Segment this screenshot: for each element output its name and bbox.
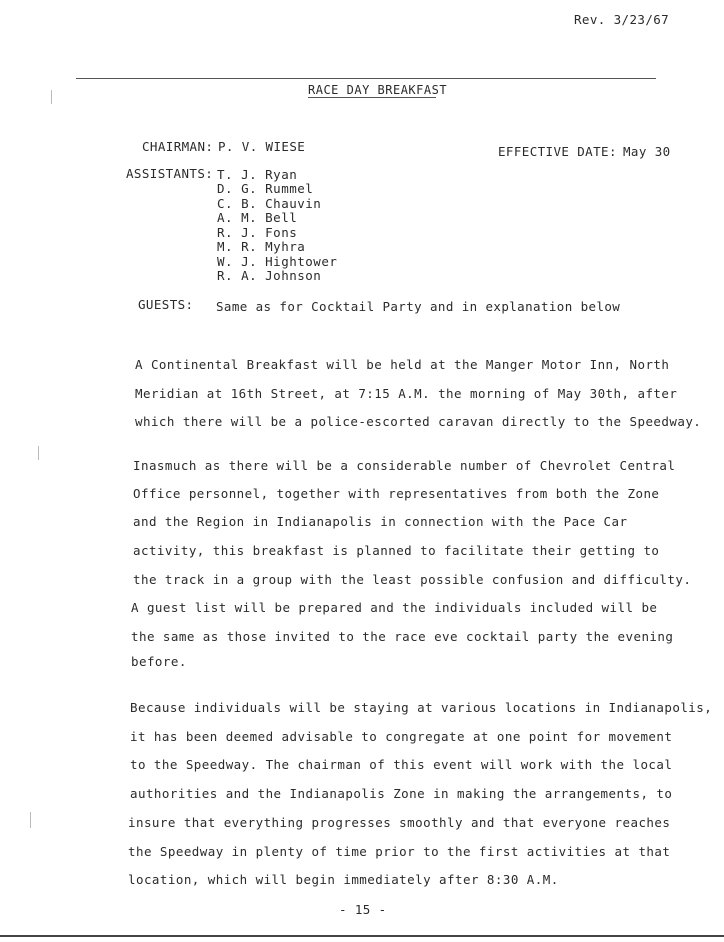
assistant-name: R. J. Fons bbox=[217, 225, 298, 240]
paragraph-line: A guest list will be prepared and the individuals included will be bbox=[131, 600, 658, 615]
assistant-name: D. G. Rummel bbox=[217, 181, 314, 196]
paragraph-line: Office personnel, together with representatives from both the Zone bbox=[133, 486, 660, 501]
scan-mark bbox=[30, 812, 31, 828]
guests-text: Same as for Cocktail Party and in explanation below bbox=[216, 299, 621, 314]
document-title: RACE DAY BREAKFAST bbox=[308, 83, 448, 97]
paragraph-line: authorities and the Indianapolis Zone in making the arrangements, to bbox=[130, 786, 673, 801]
paragraph-line: Meridian at 16th Street, at 7:15 A.M. the morning of May 30th, after bbox=[135, 386, 678, 401]
page-number: - 15 - bbox=[339, 902, 387, 917]
paragraph-line: A Continental Breakfast will be held at the Manger Motor Inn, North bbox=[135, 357, 670, 372]
bottom-rule bbox=[0, 935, 724, 937]
paragraph-line: before. bbox=[131, 654, 187, 669]
assistants-label: ASSISTANTS: bbox=[126, 166, 214, 181]
assistant-name: C. B. Chauvin bbox=[217, 196, 322, 211]
paragraph-line: the track in a group with the least possible confusion and difficulty. bbox=[133, 572, 692, 587]
guests-label: GUESTS: bbox=[138, 297, 194, 312]
paragraph-line: and the Region in Indianapolis in connection with the Pace Car bbox=[133, 514, 628, 529]
top-rule bbox=[76, 78, 656, 79]
paragraph-line: which there will be a police-escorted caravan directly to the Speedway. bbox=[135, 414, 702, 429]
paragraph-line: location, which will begin immediately after 8:30 A.M. bbox=[128, 872, 559, 887]
paragraph-line: the same as those invited to the race eve cocktail party the evening bbox=[131, 629, 674, 644]
assistant-name: A. M. Bell bbox=[217, 210, 298, 225]
assistant-name: W. J. Hightower bbox=[217, 254, 338, 269]
paragraph-line: to the Speedway. The chairman of this event will work with the local bbox=[130, 757, 673, 772]
paragraph-line: Because individuals will be staying at various locations in Indianapolis, bbox=[130, 700, 713, 715]
paragraph-line: Inasmuch as there will be a considerable number of Chevrolet Central bbox=[133, 458, 676, 473]
paragraph-line: the Speedway in plenty of time prior to the first activities at that bbox=[128, 844, 671, 859]
assistant-name: M. R. Myhra bbox=[217, 239, 306, 254]
effective-date-label: EFFECTIVE DATE: bbox=[498, 144, 617, 159]
assistant-name: T. J. Ryan bbox=[217, 167, 298, 182]
effective-date-value: May 30 bbox=[623, 144, 671, 159]
scan-mark bbox=[51, 90, 52, 104]
chairman-label: CHAIRMAN: bbox=[142, 139, 214, 154]
paragraph-line: activity, this breakfast is planned to facilitate their getting to bbox=[133, 543, 660, 558]
paragraph-line: it has been deemed advisable to congregate at one point for movement bbox=[130, 729, 673, 744]
chairman-name: P. V. WIESE bbox=[218, 139, 306, 154]
revision-date: Rev. 3/23/67 bbox=[574, 12, 670, 27]
paragraph-line: insure that everything progresses smoothly and that everyone reaches bbox=[128, 815, 671, 830]
assistant-name: R. A. Johnson bbox=[217, 268, 322, 283]
scan-mark bbox=[38, 446, 39, 460]
title-underline bbox=[308, 97, 436, 98]
